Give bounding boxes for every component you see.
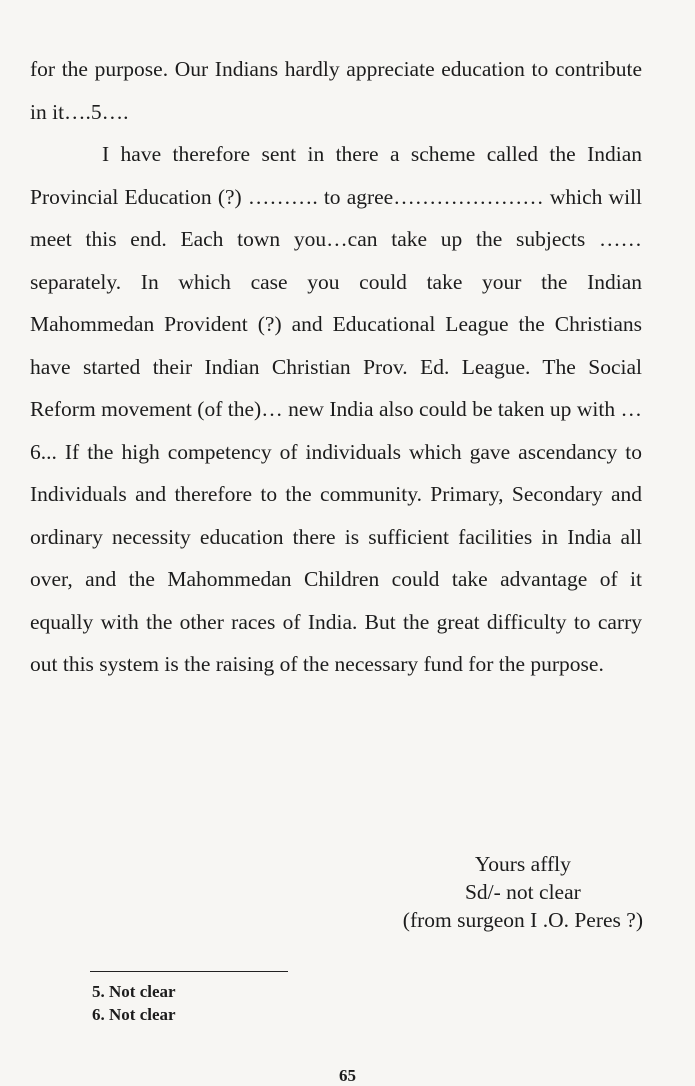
footnotes	[92, 980, 176, 1026]
signature-block	[403, 850, 643, 934]
page-number: 65	[339, 1066, 356, 1085]
paragraph-1: for the purpose. Our Indians hardly appreciate education to contribute in it….5….	[30, 57, 642, 124]
paragraph-2: I have therefore sent in there a scheme called the Indian Provincial Education (?) ………. to agree………………… which will meet this end. Each town you…can take up the subjects …… separately. In which case you could take your the Indian Mahommedan Provident (?) and Educational League the Christians have started their Indian Christian Prov. Ed. League. The Social Reform movement (of the)… new India also could be taken up with …6... If the high competency of individuals which gave ascendancy to Individuals and therefore to the community. Primary, Secondary and ordinary necessity education there is sufficient facilities in India all over, and the Mahommedan Children could take advantage of it equally with the other races of India. But the great difficulty to carry out this system is the raising of the necessary fund for the purpose.	[30, 142, 642, 676]
letter-body	[30, 48, 642, 686]
signature-attribution: (from surgeon I .O. Peres ?)	[402, 908, 643, 932]
signature-sd-line: Sd/- not clear	[464, 880, 581, 904]
footnote-divider	[90, 971, 288, 972]
footnote-5: 5. Not clear	[92, 982, 176, 1001]
signature-closing: Yours affly	[474, 852, 571, 876]
footnote-6: 6. Not clear	[92, 1005, 176, 1024]
